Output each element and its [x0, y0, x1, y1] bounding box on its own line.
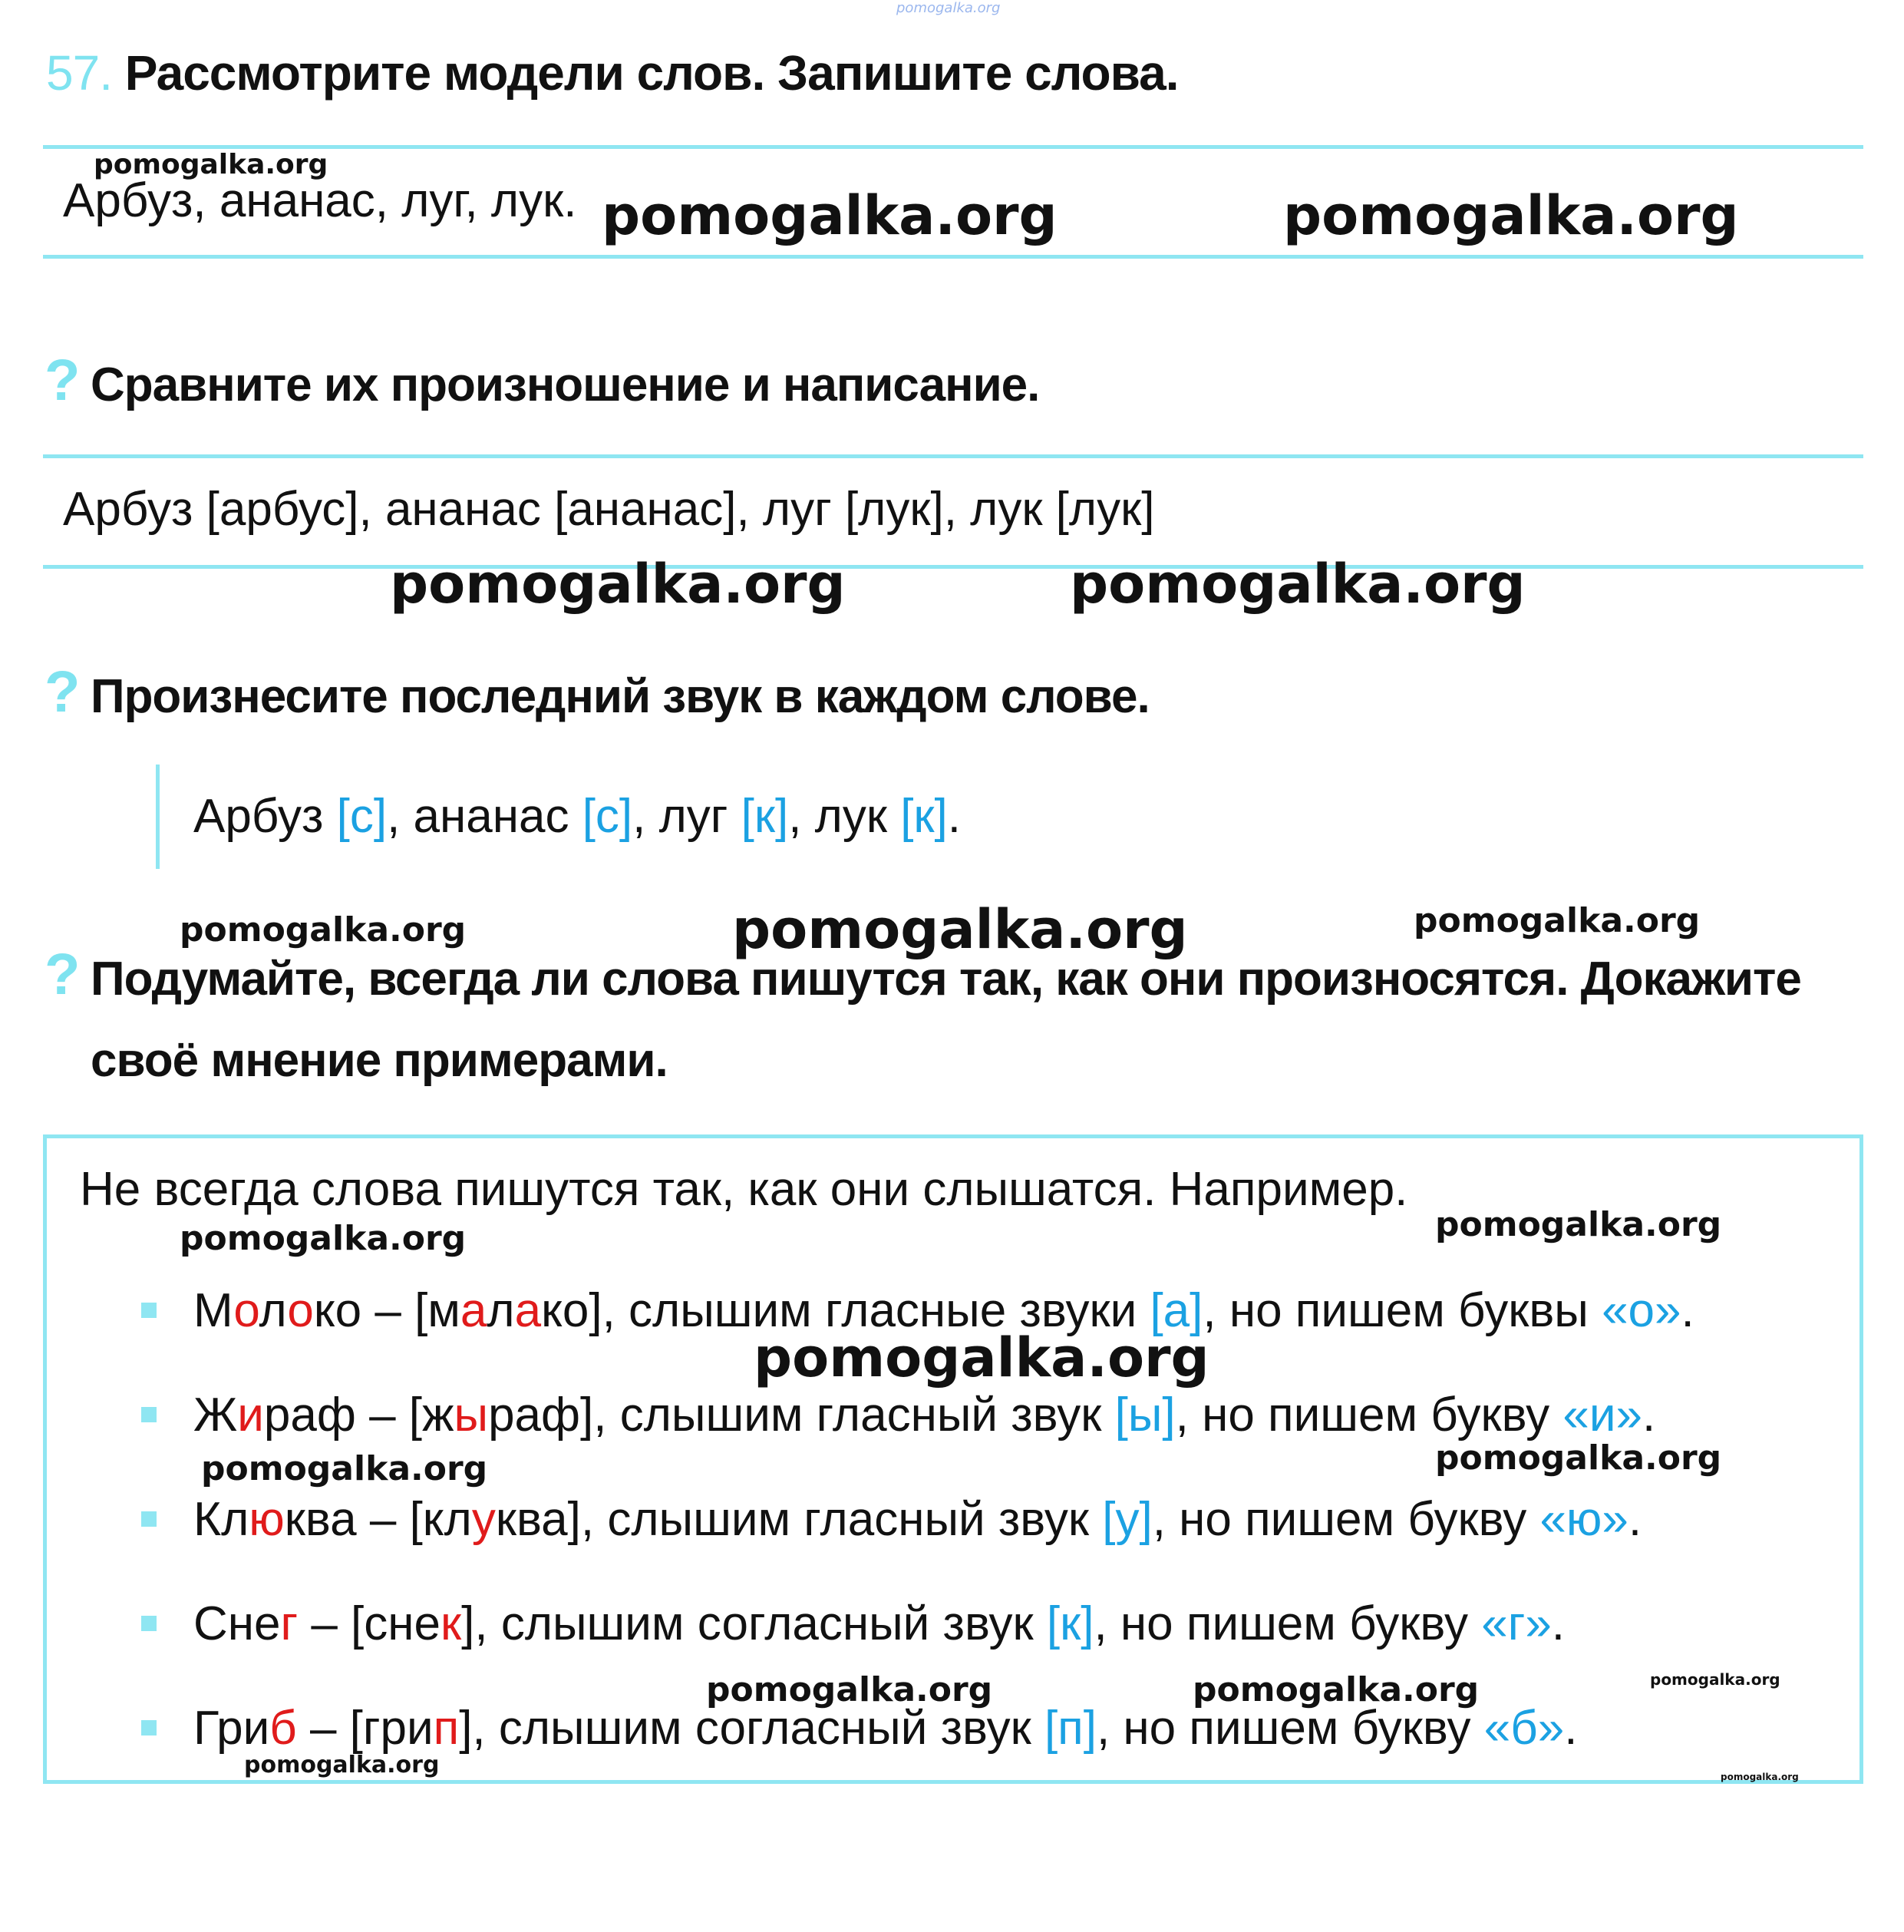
bullet-icon: [141, 1616, 157, 1631]
highlighted-letter: о: [233, 1284, 259, 1337]
task-number: 57.: [46, 45, 112, 101]
question-3: Произнесите последний звук в каждом слове.: [91, 670, 1150, 723]
question-2: Сравните их произношение и написание.: [91, 358, 1040, 411]
example-item: [193, 1388, 1655, 1442]
answer-line-bottom: [43, 255, 1863, 259]
watermark-top: pomogalka.org: [896, 0, 1001, 16]
highlighted-letter: ю: [249, 1493, 285, 1546]
watermark: pomogalka.org: [1435, 1205, 1722, 1244]
sound-transcription: [к]: [900, 790, 948, 843]
watermark: pomogalka.org: [390, 553, 846, 616]
text-segment: , но пишем букву: [1152, 1493, 1540, 1546]
highlighted-letter: у: [471, 1493, 496, 1546]
text-segment: , но пишем букву: [1175, 1389, 1563, 1442]
text-segment: .: [1628, 1493, 1642, 1546]
watermark: pomogalka.org: [1721, 1772, 1799, 1782]
sound-transcription: [с]: [582, 790, 633, 843]
text-segment: Сне: [193, 1597, 281, 1650]
sound-transcription: [с]: [336, 790, 388, 843]
sound-transcription: «б»: [1483, 1702, 1565, 1755]
text-segment: – [гри: [296, 1702, 434, 1755]
question-4-line-2: своё мнение примерами.: [91, 1034, 668, 1087]
question-mark-icon: ?: [45, 942, 81, 1007]
watermark: pomogalka.org: [94, 149, 328, 180]
text-segment: , но пишем букву: [1094, 1597, 1482, 1650]
bullet-icon: [141, 1720, 157, 1735]
text-segment: ко], слышим гласные звуки: [541, 1284, 1150, 1337]
highlighted-letter: и: [237, 1389, 264, 1442]
highlighted-letter: к: [441, 1597, 462, 1650]
text-segment: .: [947, 790, 961, 843]
text-segment: раф], слышим гласный звук: [488, 1389, 1115, 1442]
text-segment: , лук: [788, 790, 901, 843]
watermark: pomogalka.org: [1283, 184, 1739, 247]
sound-transcription: «о»: [1602, 1284, 1681, 1337]
question-4-line-1: Подумайте, всегда ли слова пишутся так, как они произносятся. Докажите: [91, 953, 1801, 1006]
text-segment: раф – [ж: [263, 1389, 454, 1442]
bullet-icon: [141, 1303, 157, 1318]
watermark: pomogalka.org: [244, 1752, 440, 1778]
watermark: pomogalka.org: [1435, 1438, 1722, 1478]
answer-2: Арбуз [арбус], ананас [ананас], луг [лук], лук [лук]: [63, 483, 1155, 536]
quote-bar: [156, 765, 160, 869]
watermark: pomogalka.org: [180, 1219, 467, 1258]
watermark: pomogalka.org: [180, 910, 467, 949]
answer-1: Арбуз, ананас, луг, лук.: [63, 174, 577, 227]
watermark: pomogalka.org: [1070, 553, 1526, 616]
answer-line-top: [43, 454, 1863, 458]
highlighted-letter: ы: [454, 1389, 489, 1442]
watermark: pomogalka.org: [754, 1326, 1209, 1389]
example-item: [193, 1597, 1565, 1651]
watermark: pomogalka.org: [1414, 901, 1701, 940]
example-item: [193, 1492, 1642, 1547]
sound-transcription: «и»: [1562, 1389, 1642, 1442]
sound-transcription: [к]: [741, 790, 789, 843]
text-segment: л: [259, 1284, 288, 1337]
text-segment: , луг: [632, 790, 741, 843]
answer-3: [193, 789, 961, 844]
sound-transcription: [у]: [1102, 1493, 1153, 1546]
text-segment: ква], слышим гласный звук: [495, 1493, 1103, 1546]
task-title: [46, 45, 1179, 101]
highlighted-letter: г: [280, 1597, 299, 1650]
sound-transcription: [к]: [1046, 1597, 1094, 1650]
text-segment: ко – [м: [313, 1284, 460, 1337]
watermark: pomogalka.org: [1650, 1670, 1780, 1689]
task-title-text: Рассмотрите модели слов. Запишите слова.: [124, 45, 1179, 101]
text-segment: ], слышим согласный звук: [461, 1597, 1047, 1650]
text-segment: .: [1642, 1389, 1656, 1442]
sound-transcription: «ю»: [1539, 1493, 1628, 1546]
text-segment: , ананас: [387, 790, 582, 843]
watermark: pomogalka.org: [201, 1449, 488, 1488]
text-segment: ], слышим согласный звук: [459, 1702, 1044, 1755]
text-segment: .: [1681, 1284, 1694, 1337]
watermark: pomogalka.org: [706, 1670, 993, 1709]
question-mark-icon: ?: [45, 659, 81, 725]
text-segment: М: [193, 1284, 234, 1337]
sound-transcription: [п]: [1044, 1702, 1097, 1755]
highlighted-letter: п: [433, 1702, 460, 1755]
highlighted-letter: о: [287, 1284, 314, 1337]
sound-transcription: «г»: [1481, 1597, 1552, 1650]
text-segment: – [сне: [298, 1597, 441, 1650]
question-mark-icon: ?: [45, 348, 81, 413]
text-segment: л: [487, 1284, 515, 1337]
answer-4-intro: Не всегда слова пишутся так, как они слышатся. Например.: [80, 1163, 1408, 1216]
watermark: pomogalka.org: [732, 898, 1188, 961]
text-segment: , но пишем буквы: [1203, 1284, 1602, 1337]
bullet-icon: [141, 1511, 157, 1527]
sound-transcription: [ы]: [1114, 1389, 1176, 1442]
text-segment: .: [1551, 1597, 1566, 1650]
text-segment: Ж: [193, 1389, 238, 1442]
text-segment: ква – [кл: [284, 1493, 472, 1546]
text-segment: Арбуз: [193, 790, 337, 843]
text-segment: Гри: [193, 1702, 270, 1755]
watermark: pomogalka.org: [602, 184, 1058, 247]
watermark: pomogalka.org: [1193, 1670, 1480, 1709]
highlighted-letter: а: [460, 1284, 487, 1337]
text-segment: , но пишем букву: [1096, 1702, 1484, 1755]
highlighted-letter: б: [269, 1702, 297, 1755]
bullet-icon: [141, 1407, 157, 1422]
highlighted-letter: а: [514, 1284, 542, 1337]
sound-transcription: [а]: [1150, 1284, 1203, 1337]
answer-line-bottom: [43, 565, 1863, 569]
text-segment: .: [1564, 1702, 1578, 1755]
text-segment: Кл: [193, 1493, 249, 1546]
